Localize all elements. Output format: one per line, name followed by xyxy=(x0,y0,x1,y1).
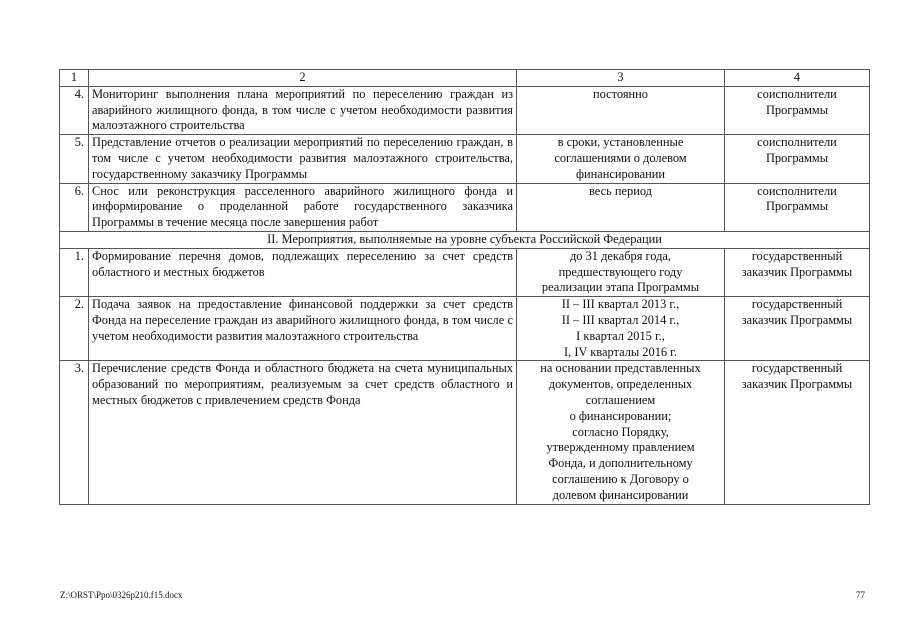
measures-table xyxy=(59,69,870,505)
measure-term xyxy=(517,297,725,361)
term-line: документов, определенных xyxy=(548,377,693,392)
section-title: II. Мероприятия, выполняемые на уровне субъекта Российской Федерации xyxy=(60,231,870,248)
measure-executor: государственный заказчик Программы xyxy=(725,248,870,296)
measure-term: весь период xyxy=(517,183,725,231)
measure-term xyxy=(517,248,725,296)
measure-executor: соисполнители Программы xyxy=(725,86,870,134)
column-number: 3 xyxy=(517,70,725,87)
measure-term: в сроки, установленные соглашениями о долевом финансировании xyxy=(517,135,725,183)
term-line: согласно Порядку, xyxy=(572,424,669,439)
measure-description: Представление отчетов о реализации мероприятий по переселению граждан, в том числе с учетом необходимости развития малоэтажного строительства, государственному заказчику Программы xyxy=(89,135,517,183)
measure-description: Подача заявок на предоставление финансовой поддержки за счет средств Фонда на переселение граждан из аварийного жилищного фонда, в том числе с учетом необходимости развития малоэтажного строительства xyxy=(89,297,517,361)
measure-description: Формирование перечня домов, подлежащих переселению за счет средств областного и местных бюджетов xyxy=(89,248,517,296)
table-row xyxy=(60,297,870,361)
term-line: на основании представленных xyxy=(540,361,701,376)
row-number: 4. xyxy=(60,86,89,134)
measure-executor: государственный заказчик Программы xyxy=(725,297,870,361)
measure-executor: соисполнители Программы xyxy=(725,135,870,183)
term-line: предшествующего году xyxy=(558,264,683,279)
term-line: долевом финансировании xyxy=(552,487,689,502)
measure-description: Снос или реконструкция расселенного аварийного жилищного фонда и информирование о проделанной работе государственного заказчика Программы в течение месяца после завершения работ xyxy=(89,183,517,231)
row-number: 5. xyxy=(60,135,89,183)
term-line: I квартал 2015 г., xyxy=(576,328,665,343)
term-line: соглашением xyxy=(585,392,656,407)
measure-description: Мониторинг выполнения плана мероприятий по переселению граждан из аварийного жилищного фонда, в том числе с учетом необходимости развития малоэтажного строительства xyxy=(89,86,517,134)
term-line: о финансировании; xyxy=(569,408,672,423)
term-line: до 31 декабря года, xyxy=(569,248,672,263)
table-row xyxy=(60,248,870,296)
column-number: 1 xyxy=(60,70,89,87)
measure-executor: государственный заказчик Программы xyxy=(725,361,870,504)
column-number-row xyxy=(60,70,870,87)
table-row xyxy=(60,183,870,231)
term-line: соглашению к Договору о xyxy=(552,471,689,486)
measure-term: постоянно xyxy=(517,86,725,134)
row-number: 6. xyxy=(60,183,89,231)
table-row xyxy=(60,86,870,134)
table-row xyxy=(60,135,870,183)
term-line: II – III квартал 2013 г., xyxy=(561,297,680,312)
measure-term xyxy=(517,361,725,504)
table-row xyxy=(60,361,870,504)
term-line: Фонда, и дополнительному xyxy=(548,456,693,471)
term-line: I, IV кварталы 2016 г. xyxy=(564,344,677,359)
section-header-row xyxy=(60,231,870,248)
page-number: 77 xyxy=(856,590,865,600)
row-number: 3. xyxy=(60,361,89,504)
term-line: реализации этапа Программы xyxy=(541,280,700,295)
footer-file-path: Z:\ORST\Ppo\0326p210.f15.docx xyxy=(60,590,183,600)
row-number: 1. xyxy=(60,248,89,296)
column-number: 4 xyxy=(725,70,870,87)
term-line: II – III квартал 2014 г., xyxy=(561,312,680,327)
measure-description: Перечисление средств Фонда и областного бюджета на счета муниципальных образований по мероприятиям, реализуемым за счет средств областного и местных бюджетов с привлечением средств Фонда xyxy=(89,361,517,504)
measure-executor: соисполнители Программы xyxy=(725,183,870,231)
column-number: 2 xyxy=(89,70,517,87)
term-line: утвержденному правлением xyxy=(546,440,695,455)
row-number: 2. xyxy=(60,297,89,361)
